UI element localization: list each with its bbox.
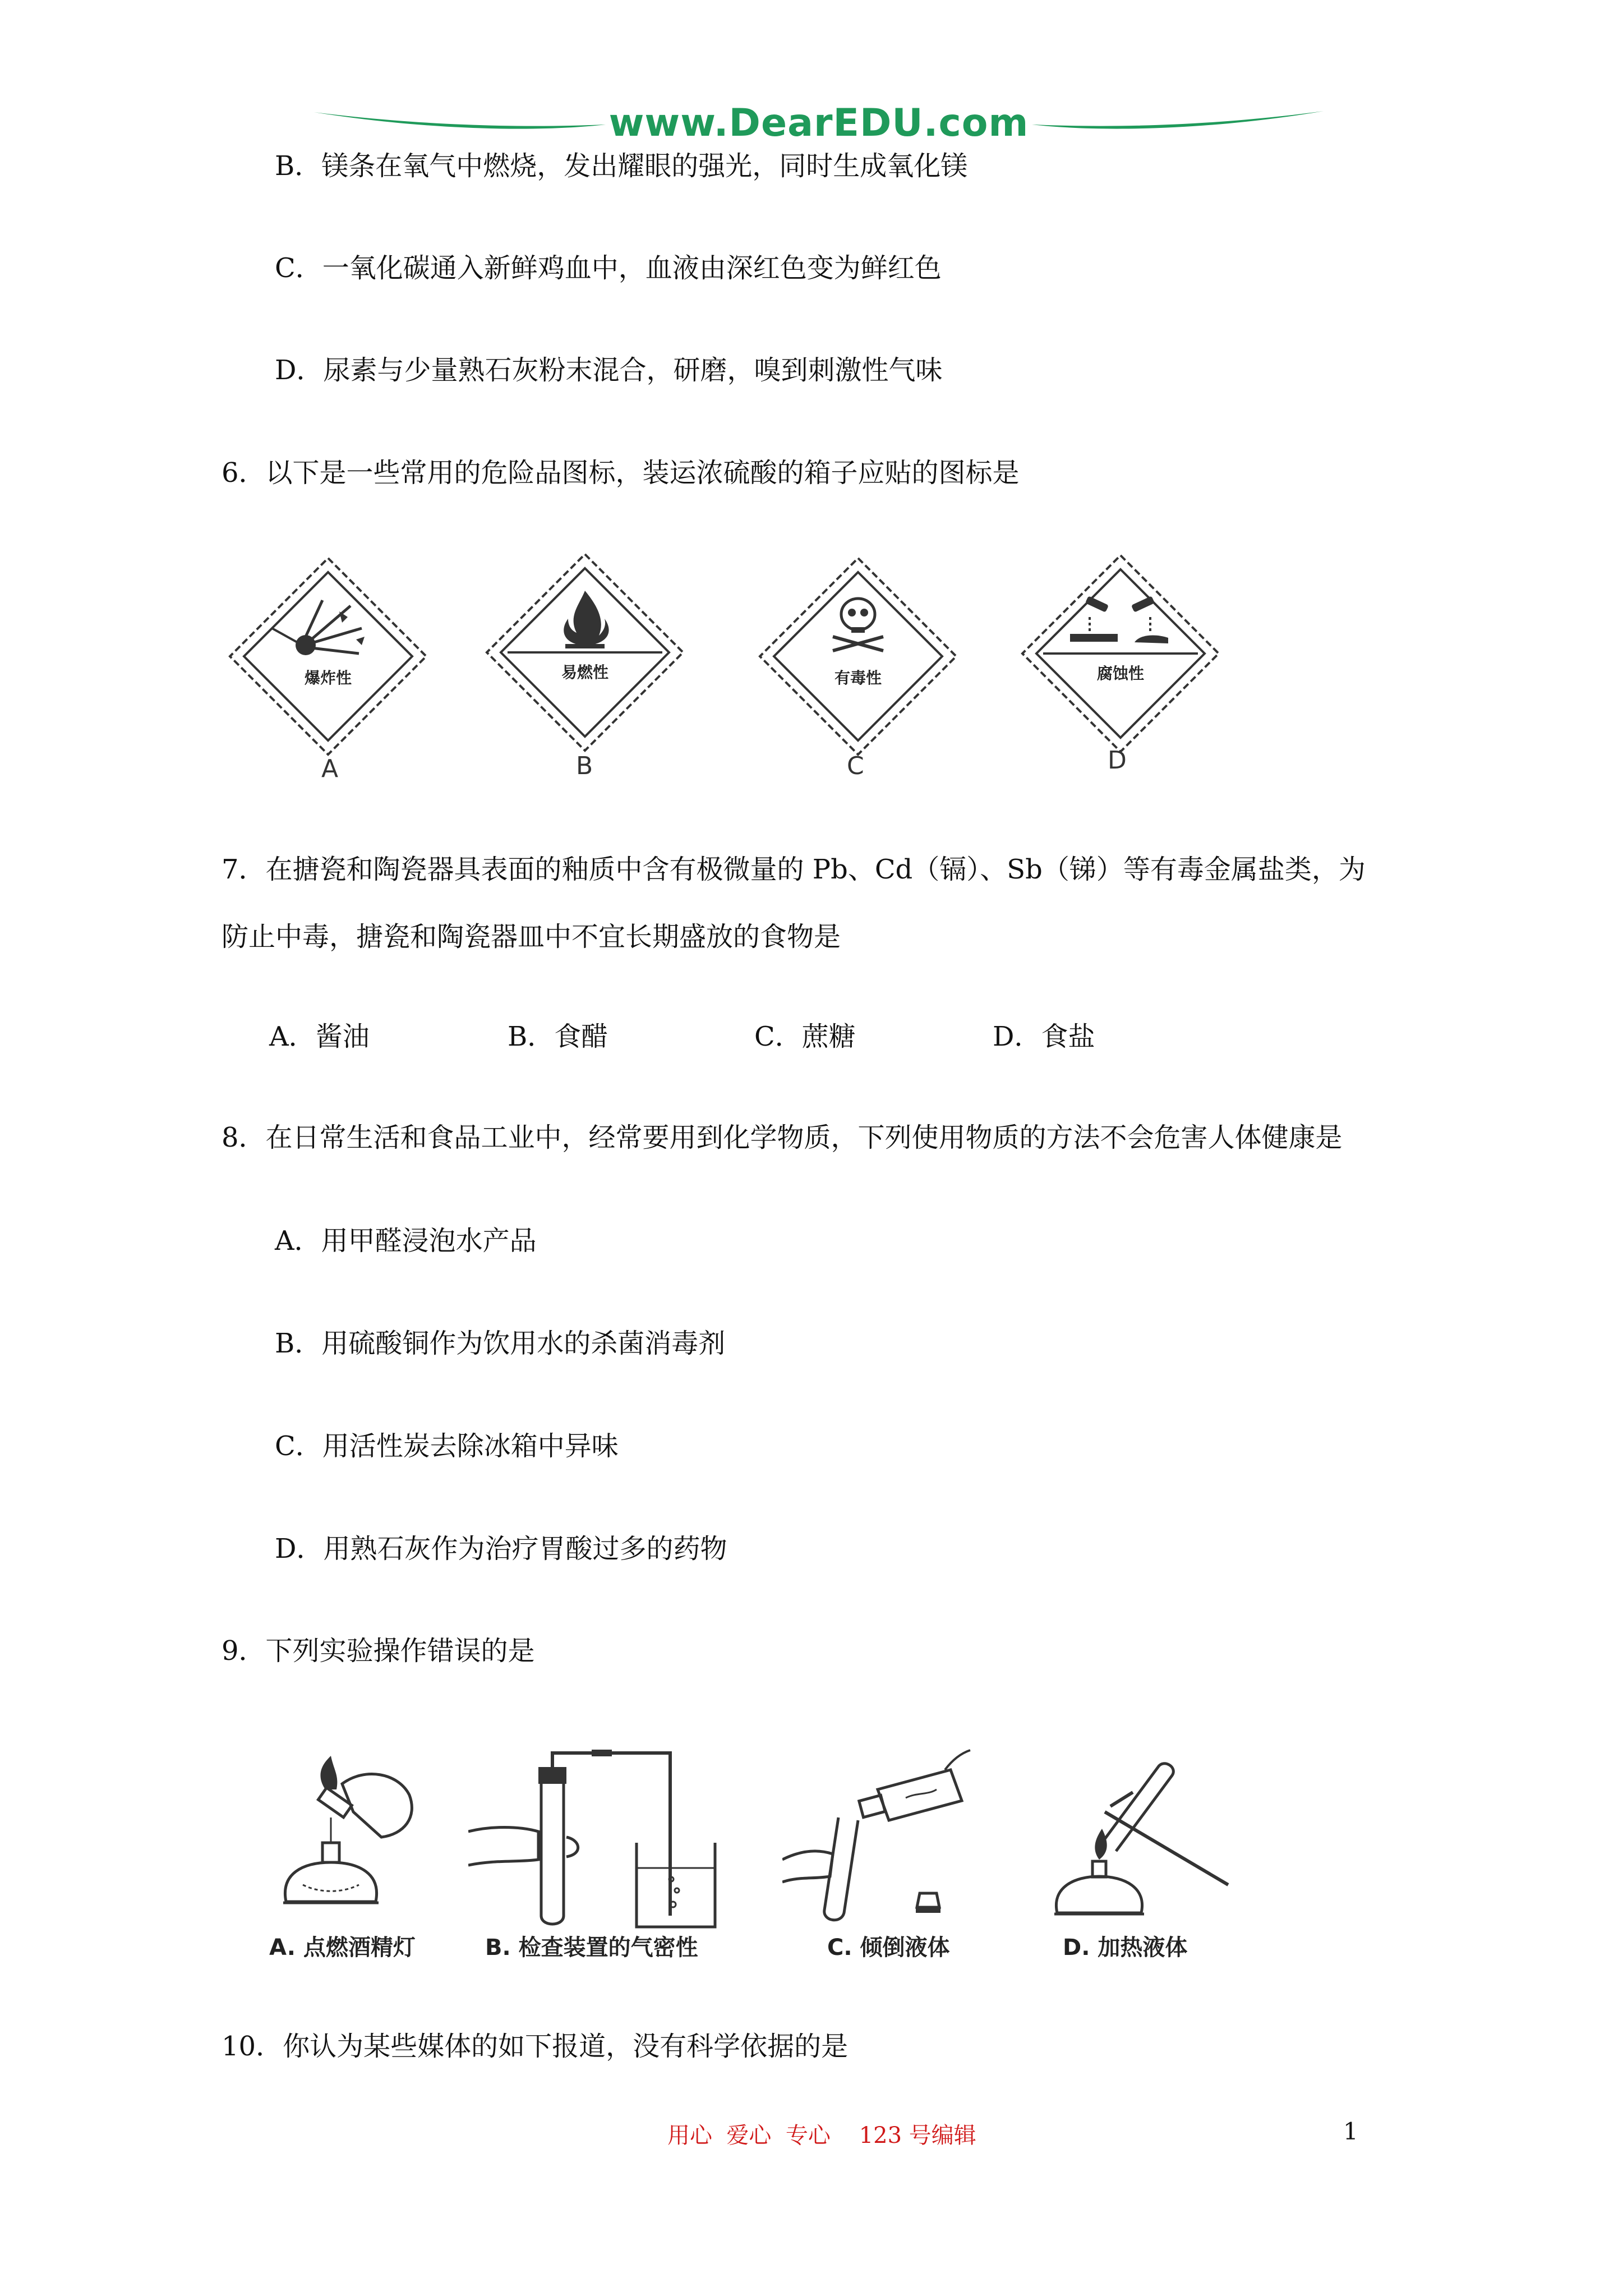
q8-option-d: D．用熟石灰作为治疗胃酸过多的药物 <box>275 1533 727 1565</box>
q8-option-a: A．用甲醛浸泡水产品 <box>275 1225 537 1257</box>
q7-stem-line1: 7．在搪瓷和陶瓷器具表面的釉质中含有极微量的 Pb、Cd（镉）、Sb（锑）等有毒金属盐类，为 <box>222 854 1366 885</box>
q7-option-d: D．食盐 <box>993 1021 1095 1052</box>
hazard-sign-b-letter: B <box>576 752 593 780</box>
lab-figure-a-caption: A. 点燃酒精灯 <box>269 1935 416 1961</box>
hazard-sign-b <box>484 551 686 753</box>
tilted-alcohol-lamp-icon <box>318 1756 412 1843</box>
q8-option-b: B．用硫酸铜作为饮用水的杀菌消毒剂 <box>275 1328 726 1359</box>
test-tube-icon <box>1102 1764 1173 1851</box>
flame-icon <box>564 591 608 648</box>
lab-figure-d-caption: D. 加热液体 <box>1063 1935 1188 1961</box>
q7-stem-line2: 防止中毒，搪瓷和陶瓷器皿中不宜长期盛放的食物是 <box>222 921 841 953</box>
reagent-bottle-icon <box>859 1750 970 1820</box>
corrosion-icon <box>1070 596 1168 643</box>
q7-option-b: B．食醋 <box>508 1021 608 1052</box>
lab-figure-c-caption: C. 倾倒液体 <box>827 1935 950 1961</box>
q7-option-a: A．酱油 <box>269 1021 370 1052</box>
test-tube-icon <box>538 1767 566 1924</box>
page-number: 1 <box>1343 2118 1358 2145</box>
lab-figure-a <box>269 1750 437 1935</box>
hazard-sign-b-label: 易燃性 <box>561 663 609 682</box>
lab-figure-b <box>468 1747 737 1935</box>
q5-option-c: C．一氧化碳通入新鲜鸡血中，血液由深红色变为鲜红色 <box>275 252 942 284</box>
hand-icon <box>782 1851 833 1882</box>
hazard-sign-d-letter: D <box>1108 746 1127 775</box>
hazard-sign-d <box>1020 553 1221 754</box>
hazard-sign-c <box>757 555 959 757</box>
q5-option-d: D．尿素与少量熟石灰粉末混合，研磨，嗅到刺激性气味 <box>275 355 943 386</box>
test-tube-holder-icon <box>1105 1792 1228 1885</box>
q7-option-c: C．蔗糖 <box>754 1021 856 1052</box>
header-banner <box>314 95 1324 157</box>
hazard-sign-c-letter: C <box>847 752 864 780</box>
q6-stem: 6．以下是一些常用的危险品图标，装运浓硫酸的箱子应贴的图标是 <box>222 457 1020 489</box>
hazard-sign-d-label: 腐蚀性 <box>1096 664 1145 683</box>
footer-text: 用心 爱心 专心 123 号编辑 <box>667 2123 976 2148</box>
lab-figure-c <box>782 1747 979 1932</box>
lab-figure-d <box>1049 1745 1239 1932</box>
skull-icon <box>833 599 883 651</box>
q10-stem: 10．你认为某些媒体的如下报道，没有科学依据的是 <box>222 2031 849 2062</box>
q5-option-b: B．镁条在氧气中燃烧，发出耀眼的强光，同时生成氧化镁 <box>275 150 968 182</box>
header-site-name: www.DearEDU.com <box>608 101 1029 145</box>
lab-figure-b-caption: B. 检查装置的气密性 <box>485 1935 698 1961</box>
hazard-sign-a-letter: A <box>321 754 339 783</box>
beaker-icon <box>637 1843 715 1927</box>
bottle-stopper-icon <box>916 1893 940 1913</box>
explosion-icon <box>272 600 365 655</box>
test-tube-icon <box>824 1818 858 1920</box>
hand-icon <box>468 1828 578 1866</box>
delivery-tube-icon <box>552 1750 670 1916</box>
q8-stem: 8．在日常生活和食品工业中，经常要用到化学物质，下列使用物质的方法不会危害人体健康是 <box>222 1122 1343 1153</box>
hazard-sign-c-label: 有毒性 <box>834 669 882 687</box>
hazard-sign-a-label: 爆炸性 <box>304 669 352 687</box>
q9-stem: 9．下列实验操作错误的是 <box>222 1635 535 1667</box>
q8-option-c: C．用活性炭去除冰箱中异味 <box>275 1430 619 1462</box>
alcohol-lamp-icon <box>283 1843 379 1903</box>
hazard-sign-a <box>227 555 429 757</box>
alcohol-lamp-icon <box>1054 1829 1144 1914</box>
